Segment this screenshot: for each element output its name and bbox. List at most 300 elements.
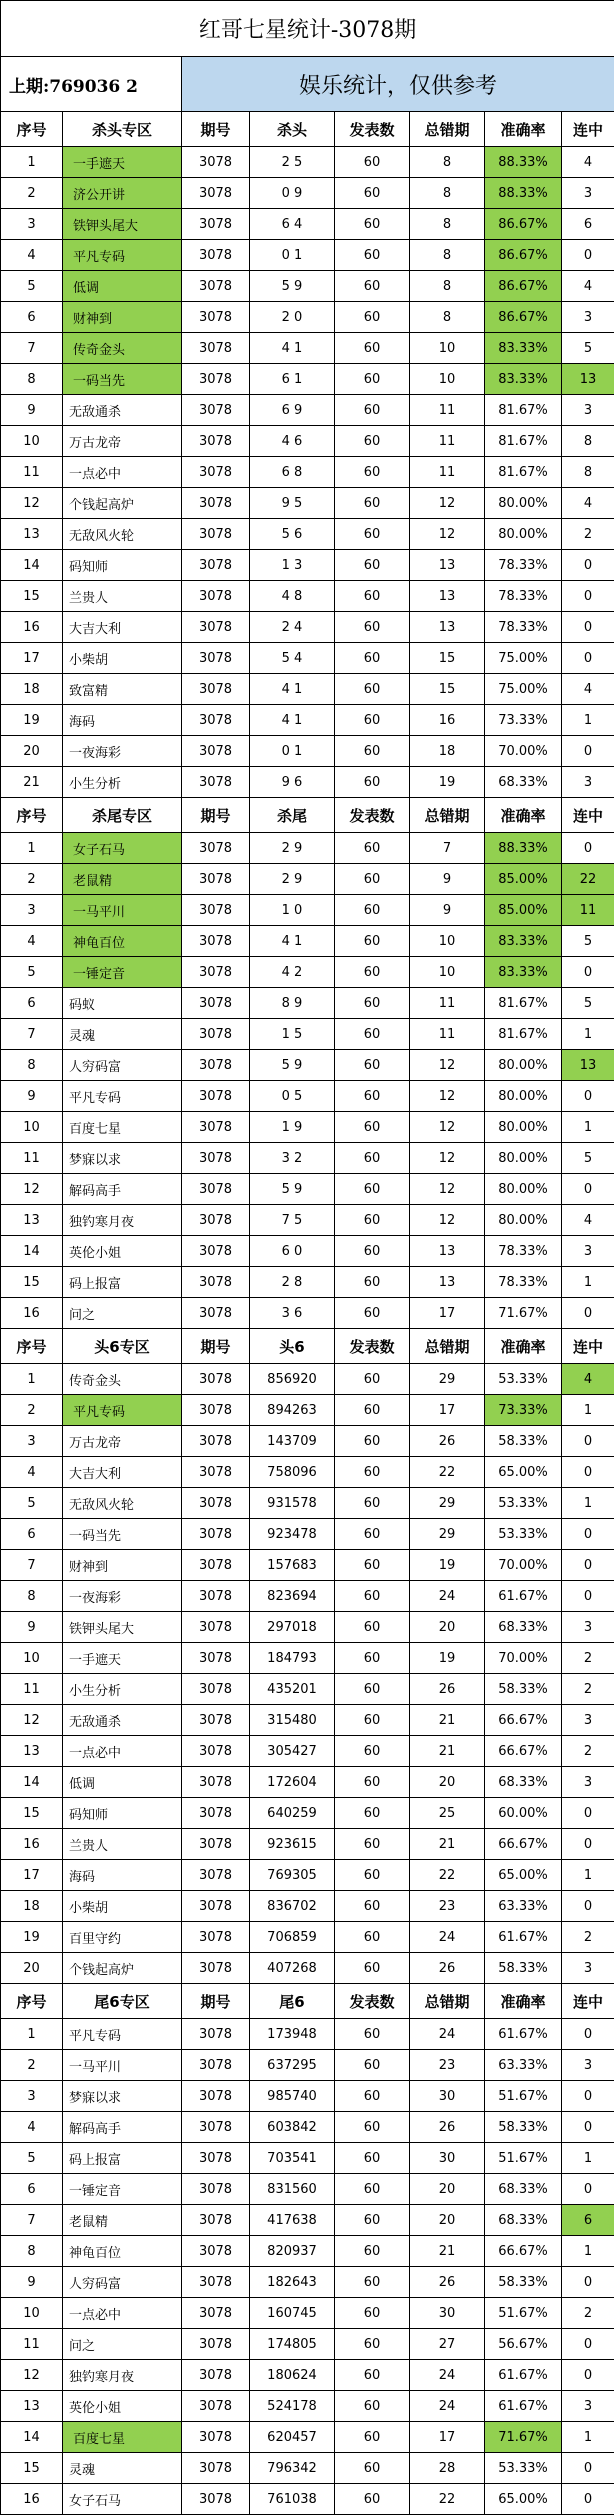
- row-streak: 0: [562, 2453, 614, 2484]
- table-row: [1, 1891, 614, 1922]
- row-name: 灵魂: [63, 2453, 182, 2484]
- column-header: 头6: [250, 1329, 335, 1364]
- row-name: 平凡专码: [63, 1081, 182, 1112]
- row-count: 60: [335, 2143, 410, 2174]
- section-header-row: [1, 798, 614, 833]
- row-streak: 2: [562, 2298, 614, 2329]
- row-name: 神龟百位: [63, 2236, 182, 2267]
- row-issue: 3078: [182, 1298, 250, 1329]
- row-issue: 3078: [182, 1267, 250, 1298]
- row-count: 60: [335, 1581, 410, 1612]
- row-value: 6 9: [250, 395, 335, 426]
- row-number: 3: [1, 2081, 63, 2112]
- row-number: 10: [1, 1112, 63, 1143]
- row-name: 平凡专码: [63, 240, 182, 271]
- row-count: 60: [335, 581, 410, 612]
- row-name: 一锤定音: [63, 2174, 182, 2205]
- row-rate: 86.67%: [485, 240, 562, 271]
- row-count: 60: [335, 519, 410, 550]
- row-number: 12: [1, 488, 63, 519]
- row-issue: 3078: [182, 1674, 250, 1705]
- row-count: 60: [335, 1112, 410, 1143]
- row-errors: 12: [410, 488, 485, 519]
- table-row: [1, 767, 614, 798]
- row-streak: 4: [562, 488, 614, 519]
- row-name: 无敌通杀: [63, 395, 182, 426]
- row-rate: 71.67%: [485, 1298, 562, 1329]
- row-count: 60: [335, 1829, 410, 1860]
- row-streak: 0: [562, 957, 614, 988]
- row-issue: 3078: [182, 895, 250, 926]
- row-count: 60: [335, 1860, 410, 1891]
- row-value: 796342: [250, 2453, 335, 2484]
- column-header: 序号: [1, 798, 63, 833]
- row-rate: 75.00%: [485, 674, 562, 705]
- row-count: 60: [335, 1519, 410, 1550]
- row-errors: 26: [410, 1674, 485, 1705]
- column-header: 总错期: [410, 798, 485, 833]
- row-name: 个钱起高炉: [63, 488, 182, 519]
- row-name: 老鼠精: [63, 2205, 182, 2236]
- row-number: 7: [1, 333, 63, 364]
- row-count: 60: [335, 1143, 410, 1174]
- column-header: 总错期: [410, 112, 485, 147]
- row-rate: 75.00%: [485, 643, 562, 674]
- row-value: 184793: [250, 1643, 335, 1674]
- row-value: 894263: [250, 1395, 335, 1426]
- row-issue: 3078: [182, 926, 250, 957]
- row-name: 问之: [63, 1298, 182, 1329]
- row-issue: 3078: [182, 1922, 250, 1953]
- row-value: 1 0: [250, 895, 335, 926]
- row-issue: 3078: [182, 2050, 250, 2081]
- row-count: 60: [335, 1488, 410, 1519]
- row-rate: 60.00%: [485, 1798, 562, 1829]
- row-number: 14: [1, 1767, 63, 1798]
- row-number: 9: [1, 1612, 63, 1643]
- row-value: 5 9: [250, 271, 335, 302]
- row-errors: 16: [410, 705, 485, 736]
- row-value: 2 4: [250, 612, 335, 643]
- table-row: [1, 333, 614, 364]
- table-row: [1, 271, 614, 302]
- row-errors: 27: [410, 2329, 485, 2360]
- column-header: 杀尾: [250, 798, 335, 833]
- row-errors: 12: [410, 1143, 485, 1174]
- row-count: 60: [335, 426, 410, 457]
- disclaimer-banner: 娱乐统计，仅供参考: [182, 57, 614, 112]
- row-errors: 9: [410, 864, 485, 895]
- row-name: 一夜海彩: [63, 736, 182, 767]
- table-row: [1, 926, 614, 957]
- row-streak: 3: [562, 178, 614, 209]
- row-name: 一夜海彩: [63, 1581, 182, 1612]
- row-name: 无敌风火轮: [63, 519, 182, 550]
- table-row: [1, 519, 614, 550]
- row-errors: 12: [410, 1081, 485, 1112]
- row-rate: 63.33%: [485, 1891, 562, 1922]
- row-errors: 11: [410, 457, 485, 488]
- row-name: 码知师: [63, 550, 182, 581]
- row-rate: 81.67%: [485, 1019, 562, 1050]
- row-issue: 3078: [182, 2484, 250, 2515]
- row-errors: 17: [410, 1298, 485, 1329]
- table-row: [1, 1112, 614, 1143]
- row-value: 923478: [250, 1519, 335, 1550]
- row-name: 神龟百位: [63, 926, 182, 957]
- row-value: 3 2: [250, 1143, 335, 1174]
- table-row: [1, 1829, 614, 1860]
- row-value: 4 2: [250, 957, 335, 988]
- row-value: 706859: [250, 1922, 335, 1953]
- row-name: 低调: [63, 1767, 182, 1798]
- row-streak: 0: [562, 2329, 614, 2360]
- row-number: 15: [1, 1798, 63, 1829]
- row-errors: 15: [410, 643, 485, 674]
- row-number: 10: [1, 426, 63, 457]
- column-header: 期号: [182, 1984, 250, 2019]
- row-streak: 5: [562, 1143, 614, 1174]
- column-header: 期号: [182, 112, 250, 147]
- row-errors: 12: [410, 1205, 485, 1236]
- row-number: 3: [1, 895, 63, 926]
- row-issue: 3078: [182, 2360, 250, 2391]
- row-rate: 58.33%: [485, 2267, 562, 2298]
- column-header: 序号: [1, 1329, 63, 1364]
- row-name: 无敌风火轮: [63, 1488, 182, 1519]
- row-issue: 3078: [182, 1143, 250, 1174]
- row-value: 174805: [250, 2329, 335, 2360]
- row-number: 9: [1, 2267, 63, 2298]
- row-issue: 3078: [182, 864, 250, 895]
- row-count: 60: [335, 1174, 410, 1205]
- row-count: 60: [335, 550, 410, 581]
- row-rate: 73.33%: [485, 1395, 562, 1426]
- column-header: 发表数: [335, 798, 410, 833]
- row-streak: 5: [562, 926, 614, 957]
- row-number: 6: [1, 302, 63, 333]
- row-value: 305427: [250, 1736, 335, 1767]
- row-value: 5 9: [250, 1174, 335, 1205]
- row-issue: 3078: [182, 1174, 250, 1205]
- row-number: 9: [1, 395, 63, 426]
- row-issue: 3078: [182, 2236, 250, 2267]
- row-errors: 23: [410, 1891, 485, 1922]
- row-name: 大吉大利: [63, 612, 182, 643]
- row-rate: 53.33%: [485, 1488, 562, 1519]
- row-errors: 26: [410, 1426, 485, 1457]
- row-streak: 1: [562, 705, 614, 736]
- row-errors: 10: [410, 957, 485, 988]
- row-count: 60: [335, 643, 410, 674]
- row-rate: 61.67%: [485, 1581, 562, 1612]
- row-count: 60: [335, 1298, 410, 1329]
- row-count: 60: [335, 895, 410, 926]
- title-row: [1, 1, 614, 57]
- row-errors: 15: [410, 674, 485, 705]
- row-rate: 65.00%: [485, 1457, 562, 1488]
- row-streak: 3: [562, 1767, 614, 1798]
- row-issue: 3078: [182, 395, 250, 426]
- row-number: 20: [1, 1953, 63, 1984]
- row-issue: 3078: [182, 1581, 250, 1612]
- row-number: 11: [1, 2329, 63, 2360]
- row-value: 923615: [250, 1829, 335, 1860]
- row-issue: 3078: [182, 426, 250, 457]
- row-value: 1 9: [250, 1112, 335, 1143]
- row-number: 6: [1, 1519, 63, 1550]
- row-count: 60: [335, 2174, 410, 2205]
- table-row: [1, 1674, 614, 1705]
- table-row: [1, 1019, 614, 1050]
- row-number: 16: [1, 612, 63, 643]
- row-errors: 26: [410, 2267, 485, 2298]
- table-row: [1, 2143, 614, 2174]
- row-streak: 2: [562, 1922, 614, 1953]
- row-streak: 4: [562, 1364, 614, 1395]
- row-name: 海码: [63, 1860, 182, 1891]
- row-issue: 3078: [182, 1457, 250, 1488]
- column-header: 杀尾专区: [63, 798, 182, 833]
- row-value: 4 6: [250, 426, 335, 457]
- row-issue: 3078: [182, 2329, 250, 2360]
- row-issue: 3078: [182, 1236, 250, 1267]
- row-rate: 78.33%: [485, 1236, 562, 1267]
- page-title: 红哥七星统计-3078期: [1, 1, 614, 57]
- row-errors: 24: [410, 2360, 485, 2391]
- row-streak: 0: [562, 643, 614, 674]
- table-row: [1, 1174, 614, 1205]
- row-name: 独钓寒月夜: [63, 1205, 182, 1236]
- row-streak: 0: [562, 550, 614, 581]
- row-errors: 12: [410, 1050, 485, 1081]
- row-errors: 19: [410, 1550, 485, 1581]
- row-streak: 5: [562, 333, 614, 364]
- row-number: 16: [1, 1298, 63, 1329]
- row-count: 60: [335, 1426, 410, 1457]
- row-value: 172604: [250, 1767, 335, 1798]
- row-issue: 3078: [182, 1860, 250, 1891]
- row-issue: 3078: [182, 2267, 250, 2298]
- table-row: [1, 1705, 614, 1736]
- row-name: 小生分析: [63, 1674, 182, 1705]
- row-streak: 0: [562, 1829, 614, 1860]
- row-count: 60: [335, 2329, 410, 2360]
- table-row: [1, 302, 614, 333]
- row-issue: 3078: [182, 2143, 250, 2174]
- row-number: 1: [1, 147, 63, 178]
- row-number: 4: [1, 2112, 63, 2143]
- row-rate: 83.33%: [485, 926, 562, 957]
- row-streak: 0: [562, 1891, 614, 1922]
- table-row: [1, 1550, 614, 1581]
- row-rate: 56.67%: [485, 2329, 562, 2360]
- row-errors: 11: [410, 988, 485, 1019]
- table-row: [1, 2112, 614, 2143]
- column-header: 序号: [1, 112, 63, 147]
- row-streak: 2: [562, 1643, 614, 1674]
- row-errors: 21: [410, 1736, 485, 1767]
- row-name: 百度七星: [63, 1112, 182, 1143]
- row-errors: 20: [410, 1767, 485, 1798]
- column-header: 总错期: [410, 1329, 485, 1364]
- row-rate: 86.67%: [485, 271, 562, 302]
- row-streak: 0: [562, 833, 614, 864]
- row-value: 143709: [250, 1426, 335, 1457]
- row-streak: 0: [562, 1174, 614, 1205]
- row-errors: 13: [410, 550, 485, 581]
- row-value: 173948: [250, 2019, 335, 2050]
- row-count: 60: [335, 2019, 410, 2050]
- row-value: 297018: [250, 1612, 335, 1643]
- row-streak: 1: [562, 2422, 614, 2453]
- table-row: [1, 1612, 614, 1643]
- row-streak: 0: [562, 2360, 614, 2391]
- row-name: 传奇金头: [63, 333, 182, 364]
- row-count: 60: [335, 2298, 410, 2329]
- row-value: 6 4: [250, 209, 335, 240]
- row-count: 60: [335, 209, 410, 240]
- row-errors: 11: [410, 395, 485, 426]
- column-header: 期号: [182, 1329, 250, 1364]
- row-count: 60: [335, 1612, 410, 1643]
- row-name: 一码当先: [63, 364, 182, 395]
- row-name: 女子石马: [63, 2484, 182, 2515]
- row-streak: 1: [562, 2143, 614, 2174]
- table-row: [1, 2205, 614, 2236]
- row-value: 4 1: [250, 333, 335, 364]
- row-streak: 6: [562, 2205, 614, 2236]
- row-value: 637295: [250, 2050, 335, 2081]
- table-row: [1, 1081, 614, 1112]
- row-value: 2 9: [250, 864, 335, 895]
- row-streak: 1: [562, 1267, 614, 1298]
- row-issue: 3078: [182, 457, 250, 488]
- row-value: 6 8: [250, 457, 335, 488]
- row-name: 海码: [63, 705, 182, 736]
- table-row: [1, 2019, 614, 2050]
- row-count: 60: [335, 271, 410, 302]
- row-count: 60: [335, 488, 410, 519]
- row-value: 417638: [250, 2205, 335, 2236]
- row-name: 铁钾头尾大: [63, 1612, 182, 1643]
- row-name: 梦寐以求: [63, 1143, 182, 1174]
- row-name: 小柴胡: [63, 643, 182, 674]
- row-number: 19: [1, 705, 63, 736]
- table-row: [1, 1767, 614, 1798]
- row-streak: 11: [562, 895, 614, 926]
- row-name: 一点必中: [63, 2298, 182, 2329]
- row-errors: 13: [410, 612, 485, 643]
- row-rate: 88.33%: [485, 833, 562, 864]
- row-count: 60: [335, 1922, 410, 1953]
- row-streak: 0: [562, 2112, 614, 2143]
- row-value: 3 6: [250, 1298, 335, 1329]
- table-row: [1, 395, 614, 426]
- row-count: 60: [335, 612, 410, 643]
- row-streak: 4: [562, 271, 614, 302]
- row-count: 60: [335, 705, 410, 736]
- row-rate: 78.33%: [485, 581, 562, 612]
- row-name: 万古龙帝: [63, 426, 182, 457]
- row-name: 一点必中: [63, 1736, 182, 1767]
- subtitle-row: [1, 57, 614, 112]
- table-row: [1, 988, 614, 1019]
- row-name: 百里守约: [63, 1922, 182, 1953]
- row-value: 157683: [250, 1550, 335, 1581]
- row-number: 9: [1, 1081, 63, 1112]
- row-number: 5: [1, 1488, 63, 1519]
- row-number: 15: [1, 581, 63, 612]
- row-rate: 83.33%: [485, 957, 562, 988]
- row-rate: 66.67%: [485, 1829, 562, 1860]
- column-header: 准确率: [485, 112, 562, 147]
- row-count: 60: [335, 1891, 410, 1922]
- row-issue: 3078: [182, 2112, 250, 2143]
- row-name: 码知师: [63, 1798, 182, 1829]
- column-header: 连中: [562, 1329, 614, 1364]
- table-row: [1, 240, 614, 271]
- row-streak: 0: [562, 2484, 614, 2515]
- row-issue: 3078: [182, 1705, 250, 1736]
- row-issue: 3078: [182, 1205, 250, 1236]
- row-issue: 3078: [182, 333, 250, 364]
- row-rate: 53.33%: [485, 2453, 562, 2484]
- row-count: 60: [335, 1050, 410, 1081]
- table-row: [1, 1953, 614, 1984]
- table-row: [1, 2081, 614, 2112]
- row-number: 16: [1, 2484, 63, 2515]
- row-issue: 3078: [182, 302, 250, 333]
- row-streak: 13: [562, 1050, 614, 1081]
- row-count: 60: [335, 926, 410, 957]
- row-value: 315480: [250, 1705, 335, 1736]
- column-header: 尾6: [250, 1984, 335, 2019]
- row-streak: 0: [562, 1798, 614, 1829]
- table-row: [1, 643, 614, 674]
- row-name: 一码当先: [63, 1519, 182, 1550]
- row-number: 11: [1, 1674, 63, 1705]
- row-number: 14: [1, 550, 63, 581]
- row-issue: 3078: [182, 2081, 250, 2112]
- row-name: 一手遮天: [63, 1643, 182, 1674]
- table-row: [1, 1457, 614, 1488]
- row-streak: 1: [562, 2236, 614, 2267]
- row-errors: 29: [410, 1488, 485, 1519]
- row-count: 60: [335, 1364, 410, 1395]
- table-row: [1, 1395, 614, 1426]
- row-number: 7: [1, 2205, 63, 2236]
- row-count: 60: [335, 674, 410, 705]
- row-streak: 2: [562, 1674, 614, 1705]
- row-streak: 3: [562, 1612, 614, 1643]
- row-count: 60: [335, 1236, 410, 1267]
- table-row: [1, 2391, 614, 2422]
- row-value: 8 9: [250, 988, 335, 1019]
- column-header: 发表数: [335, 1984, 410, 2019]
- row-number: 3: [1, 209, 63, 240]
- row-streak: 2: [562, 519, 614, 550]
- row-value: 985740: [250, 2081, 335, 2112]
- row-value: 823694: [250, 1581, 335, 1612]
- table-row: [1, 674, 614, 705]
- row-name: 一手遮天: [63, 147, 182, 178]
- row-errors: 19: [410, 767, 485, 798]
- row-streak: 0: [562, 2081, 614, 2112]
- row-issue: 3078: [182, 1612, 250, 1643]
- row-streak: 3: [562, 1236, 614, 1267]
- table-row: [1, 736, 614, 767]
